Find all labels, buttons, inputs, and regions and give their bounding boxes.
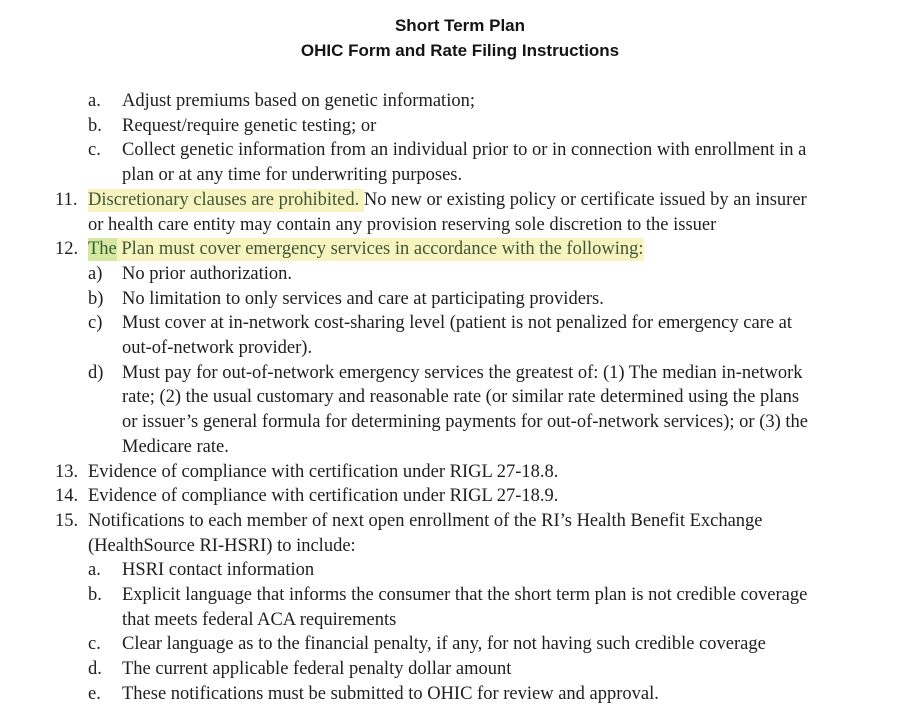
list-item-text: No limitation to only services and care at participating providers. (122, 288, 604, 309)
list-item-text: out-of-network provider). (122, 338, 313, 359)
list-item-text: Clear language as to the financial penalty, if any, for not having such credible coverage (122, 634, 766, 655)
highlighted-text-green: The (88, 239, 117, 260)
item-15c (0, 632, 920, 657)
list-marker: a. (88, 560, 101, 581)
item-a-genetic (0, 89, 920, 114)
list-marker: b. (88, 115, 102, 136)
list-item-text: or health care entity may contain any provision reserving sole discretion to the issuer (88, 214, 717, 235)
list-item-text: No prior authorization. (122, 263, 293, 284)
document-title (0, 0, 920, 63)
item-11 (0, 188, 920, 237)
item-12d (0, 361, 920, 460)
item-12a (0, 262, 920, 287)
list-marker: d. (88, 659, 102, 680)
list-marker: 14. (55, 486, 79, 507)
list-marker: c. (88, 634, 101, 655)
list-item-text: that meets federal ACA requirements (122, 609, 397, 630)
list-item-text (88, 237, 920, 262)
item-c-genetic (0, 138, 920, 187)
list-item-text: (HealthSource RI-HSRI) to include: (88, 535, 356, 556)
item-14 (0, 484, 920, 509)
highlighted-text: Discretionary clauses are prohibited. (88, 189, 364, 210)
item-12b (0, 287, 920, 312)
list-item-text: The current applicable federal penalty dollar amount (122, 659, 512, 680)
list-item-text: These notifications must be submitted to OHIC for review and approval. (122, 683, 659, 704)
list-item-text: HSRI contact information (122, 560, 315, 581)
list-marker: c) (88, 313, 103, 334)
title-line-2: OHIC Form and Rate Filing Instructions (300, 41, 620, 60)
list-item-text: Collect genetic information from an individual prior to or in connection with enrollment in a (122, 140, 807, 161)
list-marker: e. (88, 683, 101, 704)
item-12c (0, 311, 920, 360)
list-item-text: Must cover at in-network cost-sharing level (patient is not penalized for emergency care at (122, 313, 793, 334)
list-marker: d) (88, 362, 104, 383)
item-15b (0, 583, 920, 632)
list-item-text: Evidence of compliance with certification under RIGL 27-18.8. (88, 461, 559, 482)
item-12 (0, 237, 920, 262)
item-b-genetic (0, 114, 920, 139)
item-13 (0, 460, 920, 485)
list-marker: c. (88, 140, 101, 161)
list-item-text: Must pay for out-of-network emergency services the greatest of: (1) The median in-network (122, 362, 803, 383)
list-item-text: Adjust premiums based on genetic information; (122, 91, 475, 111)
list-item-text: Notifications to each member of next open enrollment of the RI’s Health Benefit Exchange (88, 510, 763, 531)
list-marker: 12. (55, 239, 79, 260)
list-item-text: rate; (2) the usual customary and reasonable rate (or similar rate determined using the plans (122, 387, 800, 408)
list-marker: 13. (55, 461, 79, 482)
item-15a (0, 558, 920, 583)
list-item-text: or issuer’s general formula for determining payments for out-of-network services); or (3) the (122, 412, 808, 433)
list-item-text (88, 188, 920, 213)
item-15e (0, 682, 920, 707)
list-item-text: No new or existing policy or certificate issued by an insurer (363, 189, 807, 210)
list-marker: 15. (55, 510, 79, 531)
list-item-text: Request/require genetic testing; or (122, 115, 377, 136)
list-marker: 11. (55, 189, 78, 210)
list-item-text: Evidence of compliance with certification under RIGL 27-18.9. (88, 486, 559, 507)
title-line-1: Short Term Plan (394, 16, 526, 35)
highlighted-text: Plan must cover emergency services in accordance with the following: (116, 239, 644, 260)
item-15 (0, 509, 920, 558)
item-15d (0, 657, 920, 682)
list-marker: a) (88, 263, 103, 284)
list-item-text: Medicare rate. (122, 436, 229, 457)
list-item-text: Explicit language that informs the consumer that the short term plan is not credible coverage (122, 585, 808, 606)
list-marker: b. (88, 585, 102, 606)
instruction-list (0, 89, 920, 707)
list-item-text: plan or at any time for underwriting purposes. (122, 165, 463, 186)
list-marker: a. (88, 91, 101, 111)
list-marker: b) (88, 288, 104, 309)
